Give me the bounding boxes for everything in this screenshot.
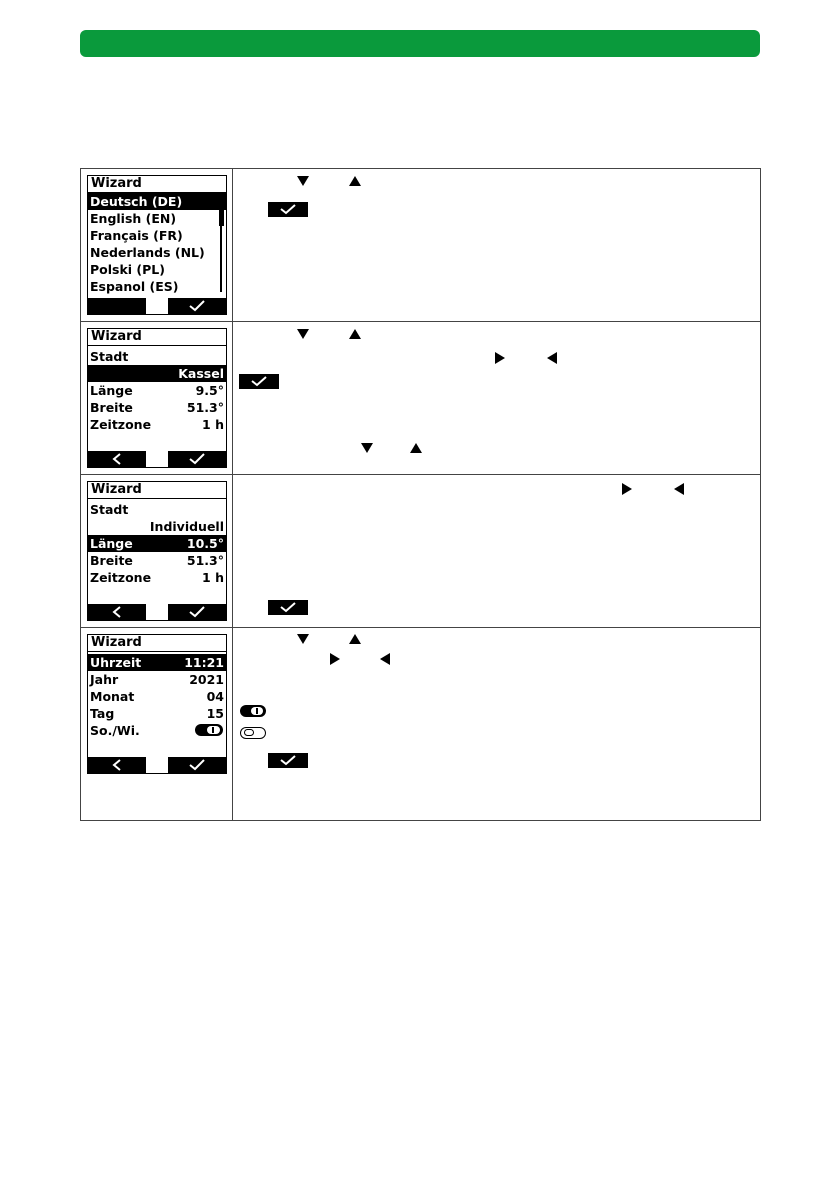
table-row-datetime bbox=[81, 628, 760, 820]
device-cell bbox=[81, 475, 233, 627]
screen-title: Wizard bbox=[88, 329, 226, 346]
softkey-bar bbox=[88, 604, 226, 620]
table-row-location bbox=[81, 322, 760, 475]
device-screen-location-custom bbox=[87, 481, 227, 621]
device-cell bbox=[81, 322, 233, 474]
city-value-row[interactable]: Individuell bbox=[149, 519, 224, 534]
check-icon bbox=[239, 374, 279, 389]
longitude-row[interactable]: Länge 10.5° bbox=[90, 536, 224, 551]
down-triangle-icon bbox=[361, 443, 373, 453]
confirm-button[interactable] bbox=[168, 451, 226, 467]
toggle-on-icon[interactable] bbox=[195, 724, 223, 736]
dst-row[interactable]: So./Wi. bbox=[88, 722, 226, 739]
down-triangle-icon bbox=[297, 329, 309, 339]
up-triangle-icon bbox=[349, 329, 361, 339]
confirm-button[interactable] bbox=[168, 298, 226, 314]
left-triangle-icon bbox=[674, 483, 684, 495]
left-triangle-icon bbox=[380, 653, 390, 665]
down-triangle-icon bbox=[297, 634, 309, 644]
language-item[interactable]: Français (FR) bbox=[90, 228, 183, 243]
screen-title: Wizard bbox=[88, 176, 226, 193]
instruction-cell bbox=[234, 475, 760, 627]
instruction-cell bbox=[234, 169, 760, 321]
check-icon bbox=[189, 606, 205, 618]
month-row[interactable]: Monat 04 bbox=[90, 689, 224, 704]
check-icon bbox=[268, 202, 308, 217]
up-triangle-icon bbox=[349, 176, 361, 186]
time-row[interactable]: Uhrzeit 11:21 bbox=[90, 655, 224, 670]
toggle-on-icon bbox=[240, 705, 266, 717]
screen-title: Wizard bbox=[88, 482, 226, 499]
language-item[interactable]: English (EN) bbox=[90, 211, 177, 226]
city-label-row: Stadt bbox=[90, 502, 129, 517]
right-triangle-icon bbox=[622, 483, 632, 495]
longitude-row[interactable]: Länge 9.5° bbox=[90, 383, 224, 398]
instruction-cell bbox=[234, 628, 760, 820]
device-screen-language bbox=[87, 175, 227, 315]
back-button[interactable] bbox=[88, 451, 146, 467]
language-item[interactable]: Polski (PL) bbox=[90, 262, 165, 277]
confirm-button[interactable] bbox=[168, 757, 226, 773]
back-button[interactable] bbox=[88, 298, 146, 314]
city-value-row[interactable]: Kassel bbox=[88, 365, 226, 382]
back-chevron-icon bbox=[112, 453, 122, 465]
scrollbar-thumb[interactable] bbox=[219, 196, 224, 226]
timezone-row[interactable]: Zeitzone 1 h bbox=[90, 417, 224, 432]
device-screen-datetime bbox=[87, 634, 227, 774]
table-row-language bbox=[81, 169, 760, 322]
right-triangle-icon bbox=[495, 352, 505, 364]
back-button[interactable] bbox=[88, 757, 146, 773]
left-triangle-icon bbox=[547, 352, 557, 364]
check-icon bbox=[189, 759, 205, 771]
device-cell bbox=[81, 628, 233, 820]
toggle-off-icon bbox=[240, 727, 266, 739]
softkey-bar bbox=[88, 298, 226, 314]
right-triangle-icon bbox=[330, 653, 340, 665]
year-row[interactable]: Jahr 2021 bbox=[90, 672, 224, 687]
back-button[interactable] bbox=[88, 604, 146, 620]
softkey-bar bbox=[88, 451, 226, 467]
confirm-button[interactable] bbox=[168, 604, 226, 620]
check-icon bbox=[268, 600, 308, 615]
instruction-table bbox=[80, 168, 761, 821]
day-row[interactable]: Tag 15 bbox=[90, 706, 224, 721]
latitude-row[interactable]: Breite 51.3° bbox=[90, 553, 224, 568]
check-icon bbox=[189, 300, 205, 312]
instruction-cell bbox=[234, 322, 760, 474]
check-icon bbox=[189, 453, 205, 465]
device-cell bbox=[81, 169, 233, 321]
down-triangle-icon bbox=[297, 176, 309, 186]
language-item[interactable]: Nederlands (NL) bbox=[90, 245, 205, 260]
timezone-row[interactable]: Zeitzone 1 h bbox=[90, 570, 224, 585]
back-chevron-icon bbox=[112, 606, 122, 618]
up-triangle-icon bbox=[410, 443, 422, 453]
up-triangle-icon bbox=[349, 634, 361, 644]
language-item[interactable]: Espanol (ES) bbox=[90, 279, 179, 294]
back-chevron-icon bbox=[112, 759, 122, 771]
screen-title: Wizard bbox=[88, 635, 226, 652]
check-icon bbox=[268, 753, 308, 768]
softkey-bar bbox=[88, 757, 226, 773]
language-item[interactable]: Deutsch (DE) bbox=[88, 193, 226, 210]
table-row-location-custom bbox=[81, 475, 760, 628]
header-bar bbox=[80, 30, 760, 57]
city-label-row: Stadt bbox=[90, 349, 129, 364]
latitude-row[interactable]: Breite 51.3° bbox=[90, 400, 224, 415]
device-screen-location bbox=[87, 328, 227, 468]
